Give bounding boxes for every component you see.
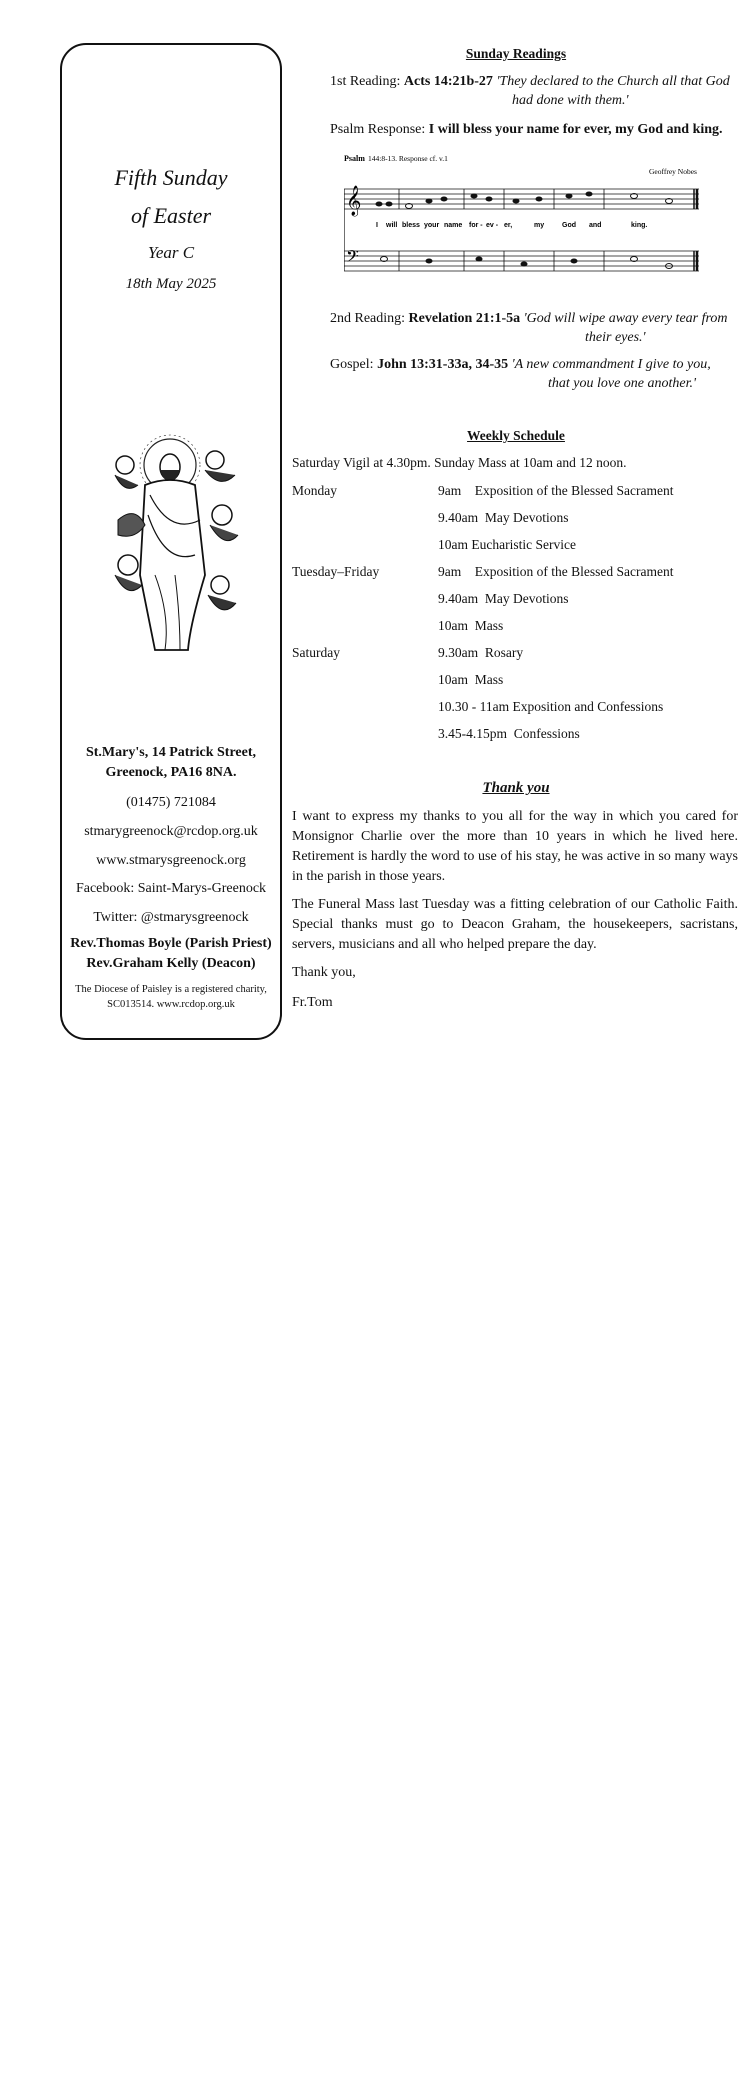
svg-text:I: I [376, 222, 378, 229]
second-reading-quote-1: 'God will wipe away every tear from [523, 311, 728, 326]
schedule-item: 9am Exposition of the Blessed Sacrament [438, 483, 674, 498]
schedule-item: 10am Eucharistic Service [438, 537, 576, 552]
psalm-score-header: Psalm [344, 154, 365, 163]
thanks-paragraph-2: The Funeral Mass last Tuesday was a fitting celebration of our Catholic Faith. Special thanks must go to Deacon Graham, the housekeepers, sacristans, servers, musicians and all who helped prepare the day. [292, 897, 738, 952]
website-link[interactable]: www.stmarysgreenock.org [96, 853, 246, 868]
psalm-response [330, 120, 740, 139]
schedule-item: 9.40am May Devotions [438, 510, 569, 525]
charity-line1: The Diocese of Paisley is a registered charity, [75, 984, 267, 995]
bulletin-date: 18th May 2025 [125, 276, 217, 292]
svg-text:er,: er, [504, 222, 513, 229]
gospel-reading [330, 355, 740, 374]
second-reading-ref: Revelation 21:1-5a [408, 311, 521, 326]
deacon: Rev.Graham Kelly (Deacon) [86, 956, 256, 971]
parish-priest: Rev.Thomas Boyle (Parish Priest) [70, 936, 272, 951]
psalm-label: Psalm Response: [330, 122, 429, 137]
svg-text:my: my [534, 222, 545, 229]
svg-text:𝄢: 𝄢 [346, 246, 359, 270]
readings-heading: Sunday Readings [465, 46, 567, 61]
svg-text:for -: for - [469, 222, 483, 229]
schedule-day: Saturday [292, 645, 340, 660]
sunday-title-line1: Fifth Sunday [114, 165, 228, 190]
psalm-lyrics [376, 222, 647, 229]
second-reading [330, 309, 740, 328]
address-line1: St.Mary's, 14 Patrick Street, [85, 745, 257, 760]
melody-notes [376, 192, 673, 269]
svg-text:𝄞: 𝄞 [346, 186, 362, 216]
schedule-item: 3.45-4.15pm Confessions [438, 726, 580, 741]
svg-text:and: and [589, 222, 602, 229]
christ-with-children-illustration [110, 425, 240, 660]
schedule-item: 9.30am Rosary [438, 645, 524, 660]
liturgical-year: Year C [147, 243, 195, 262]
svg-text:your: your [424, 222, 440, 229]
psalm-music-score [344, 149, 704, 284]
schedule-item: 10.30 - 11am Exposition and Confessions [438, 699, 664, 714]
address-line2: Greenock, PA16 8NA. [105, 765, 237, 780]
thanks-paragraph-1: I want to express my thanks to you all for the way in which you cared for Monsignor Charlie over the more than 10 years in which he lived here. Retirement is hardly the word to use of his stay, he was active in so many ways in the parish in those years. [292, 809, 738, 884]
first-reading-quote-2: had done with them.' [512, 93, 629, 108]
psalm-text: I will bless your name for ever, my God and king. [428, 122, 723, 137]
schedule-heading: Weekly Schedule [467, 428, 565, 443]
svg-text:king.: king. [631, 222, 648, 229]
schedule-item: 10am Mass [438, 672, 504, 687]
svg-text:name: name [444, 222, 463, 229]
gospel-quote-2: that you love one another.' [548, 376, 697, 391]
svg-text:God: God [562, 222, 576, 229]
first-reading-label: 1st Reading: [330, 74, 404, 89]
thanks-closing: Thank you, [292, 965, 356, 980]
svg-text:will: will [386, 222, 398, 229]
gospel-quote-1: 'A new commandment I give to you, [511, 357, 711, 372]
parish-info-sidebar [60, 43, 282, 1040]
schedule-day: Tuesday–Friday [292, 564, 380, 579]
schedule-item: 9am Exposition of the Blessed Sacrament [438, 564, 674, 579]
sunday-title-line2: of Easter [130, 203, 212, 228]
gospel-ref: John 13:31-33a, 34-35 [377, 357, 509, 372]
vigil-line: Saturday Vigil at 4.30pm. Sunday Mass at 10am and 12 noon. [292, 455, 627, 470]
twitter-link[interactable]: Twitter: @stmarysgreenock [93, 910, 249, 925]
schedule-day: Monday [292, 483, 337, 498]
svg-text:bless: bless [402, 222, 420, 229]
psalm-score-composer: Geoffrey Nobes [649, 167, 697, 176]
svg-text:ev -: ev - [486, 222, 499, 229]
schedule-item: 10am Mass [438, 618, 504, 633]
first-reading [330, 72, 740, 91]
facebook-link[interactable]: Facebook: Saint-Marys-Greenock [75, 881, 267, 896]
email-address[interactable]: stmarygreenock@rcdop.org.uk [84, 824, 258, 839]
thank-you-heading: Thank you [482, 780, 550, 796]
second-reading-label: 2nd Reading: [330, 311, 409, 326]
second-reading-quote-2: their eyes.' [585, 330, 646, 345]
first-reading-quote-1: 'They declared to the Church all that God [496, 74, 730, 89]
gospel-label: Gospel: [330, 357, 378, 372]
phone-number: (01475) 721084 [126, 795, 216, 810]
schedule-item: 9.40am May Devotions [438, 591, 569, 606]
first-reading-ref: Acts 14:21b-27 [403, 74, 493, 89]
charity-line2: SC013514. www.rcdop.org.uk [107, 999, 235, 1010]
signature: Fr.Tom [292, 995, 333, 1010]
psalm-score-reference: 144:8-13. Response cf. v.1 [368, 154, 448, 163]
